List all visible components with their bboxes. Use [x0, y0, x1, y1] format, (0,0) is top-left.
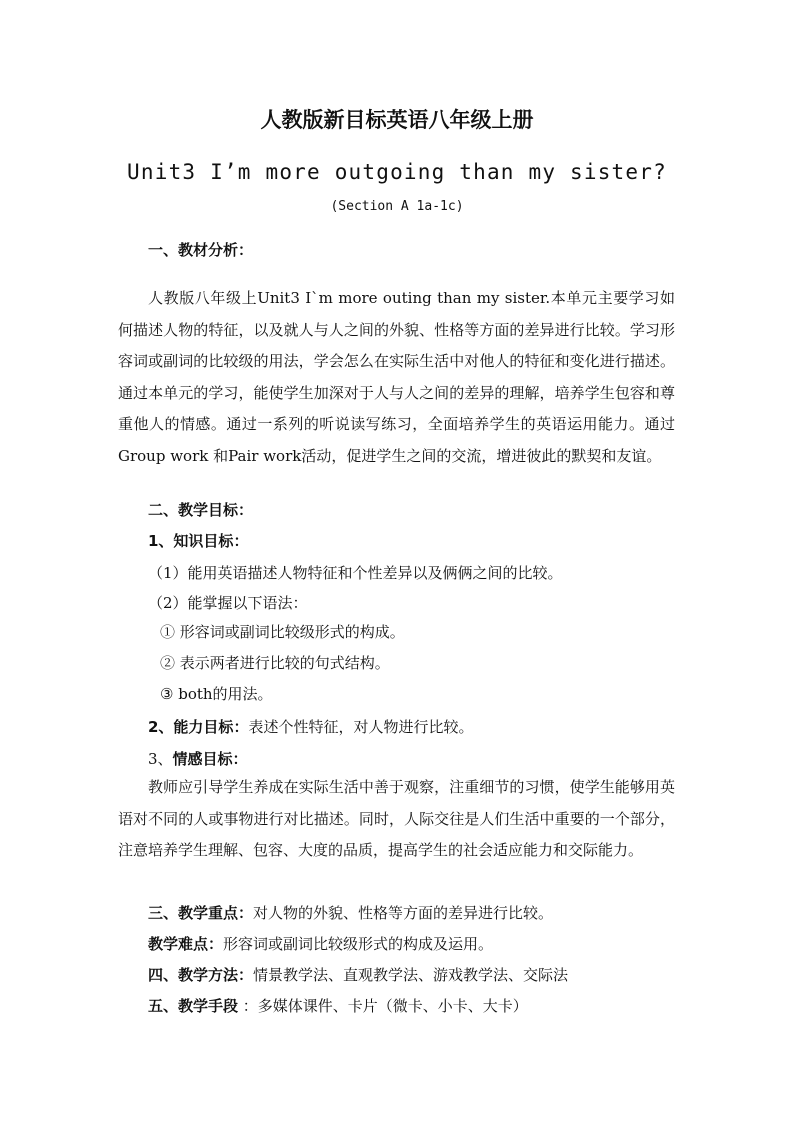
teaching-key-points: [148, 903, 553, 923]
emotion-objective-label: 情感目标：: [172, 750, 248, 768]
key-points-label: 三、教学重点：: [148, 904, 254, 922]
grammar-item-a: ① 形容词或副词比较级形式的构成。: [160, 623, 405, 641]
emotion-objective-paragraph: 教师应引导学生养成在实际生活中善于观察，注重细节的习惯，使学生能够用英语对不同的人或事物进行对比描述。同时，人际交往是人们生活中重要的一个部分，注意培养学生理解、包容、大度的品质，提高学生的社会适应能力和交际能力。: [118, 778, 675, 859]
emotion-objective-number: 3、: [148, 750, 173, 768]
teaching-methods: [148, 965, 568, 985]
ability-objective-text: 表述个性特征，对人物进行比较。: [248, 718, 474, 736]
document-title: 人教版新目标英语八年级上册: [260, 108, 534, 132]
knowledge-objectives-label: 1、知识目标：: [148, 532, 249, 550]
means-text: ：多媒体课件、卡片（微卡、小卡、大卡）: [238, 997, 528, 1015]
means-label: 五、教学手段: [148, 997, 239, 1015]
heading-teaching-objectives: 二、教学目标：: [148, 501, 254, 519]
difficulties-label: 教学难点：: [148, 935, 224, 953]
knowledge-item-1: （1）能用英语描述人物特征和个性差异以及俩俩之间的比较。: [148, 564, 563, 582]
grammar-item-c: ③ both的用法。: [160, 685, 273, 703]
teaching-means: [148, 996, 528, 1016]
ability-objective-label: 2、能力目标：: [148, 718, 249, 736]
grammar-item-b: ② 表示两者进行比较的句式结构。: [160, 654, 390, 672]
ability-objective: [148, 717, 473, 737]
knowledge-item-2: （2）能掌握以下语法：: [148, 594, 308, 612]
heading-materials-analysis: 一、教材分析：: [148, 241, 254, 259]
methods-label: 四、教学方法：: [148, 966, 254, 984]
section-label: (Section A 1a-1c): [330, 199, 464, 214]
difficulties-text: 形容词或副词比较级形式的构成及运用。: [223, 935, 494, 953]
methods-text: 情景教学法、直观教学法、游戏教学法、交际法: [253, 966, 569, 984]
key-points-text: 对人物的外貌、性格等方面的差异进行比较。: [253, 904, 554, 922]
unit-title: Unit3 I’m more outgoing than my sister?: [127, 160, 667, 184]
emotion-objective-heading: [148, 749, 248, 769]
teaching-difficulties: [148, 934, 493, 954]
analysis-paragraph: 人教版八年级上Unit3 I`m more outing than my sister.本单元主要学习如何描述人物的特征，以及就人与人之间的外貌、性格等方面的差异进行比较。学习形容词或副词的比较级的用法，学会怎么在实际生活中对他人的特征和变化进行描述。通过本单元的学习，能使学生加深对于人与人之间的差异的理解，培养学生包容和尊重他人的情感。通过一系列的听说读写练习，全面培养学生的英语运用能力。通过Group work 和Pair work活动，促进学生之间的交流，增进彼此的默契和友谊。: [118, 289, 675, 465]
